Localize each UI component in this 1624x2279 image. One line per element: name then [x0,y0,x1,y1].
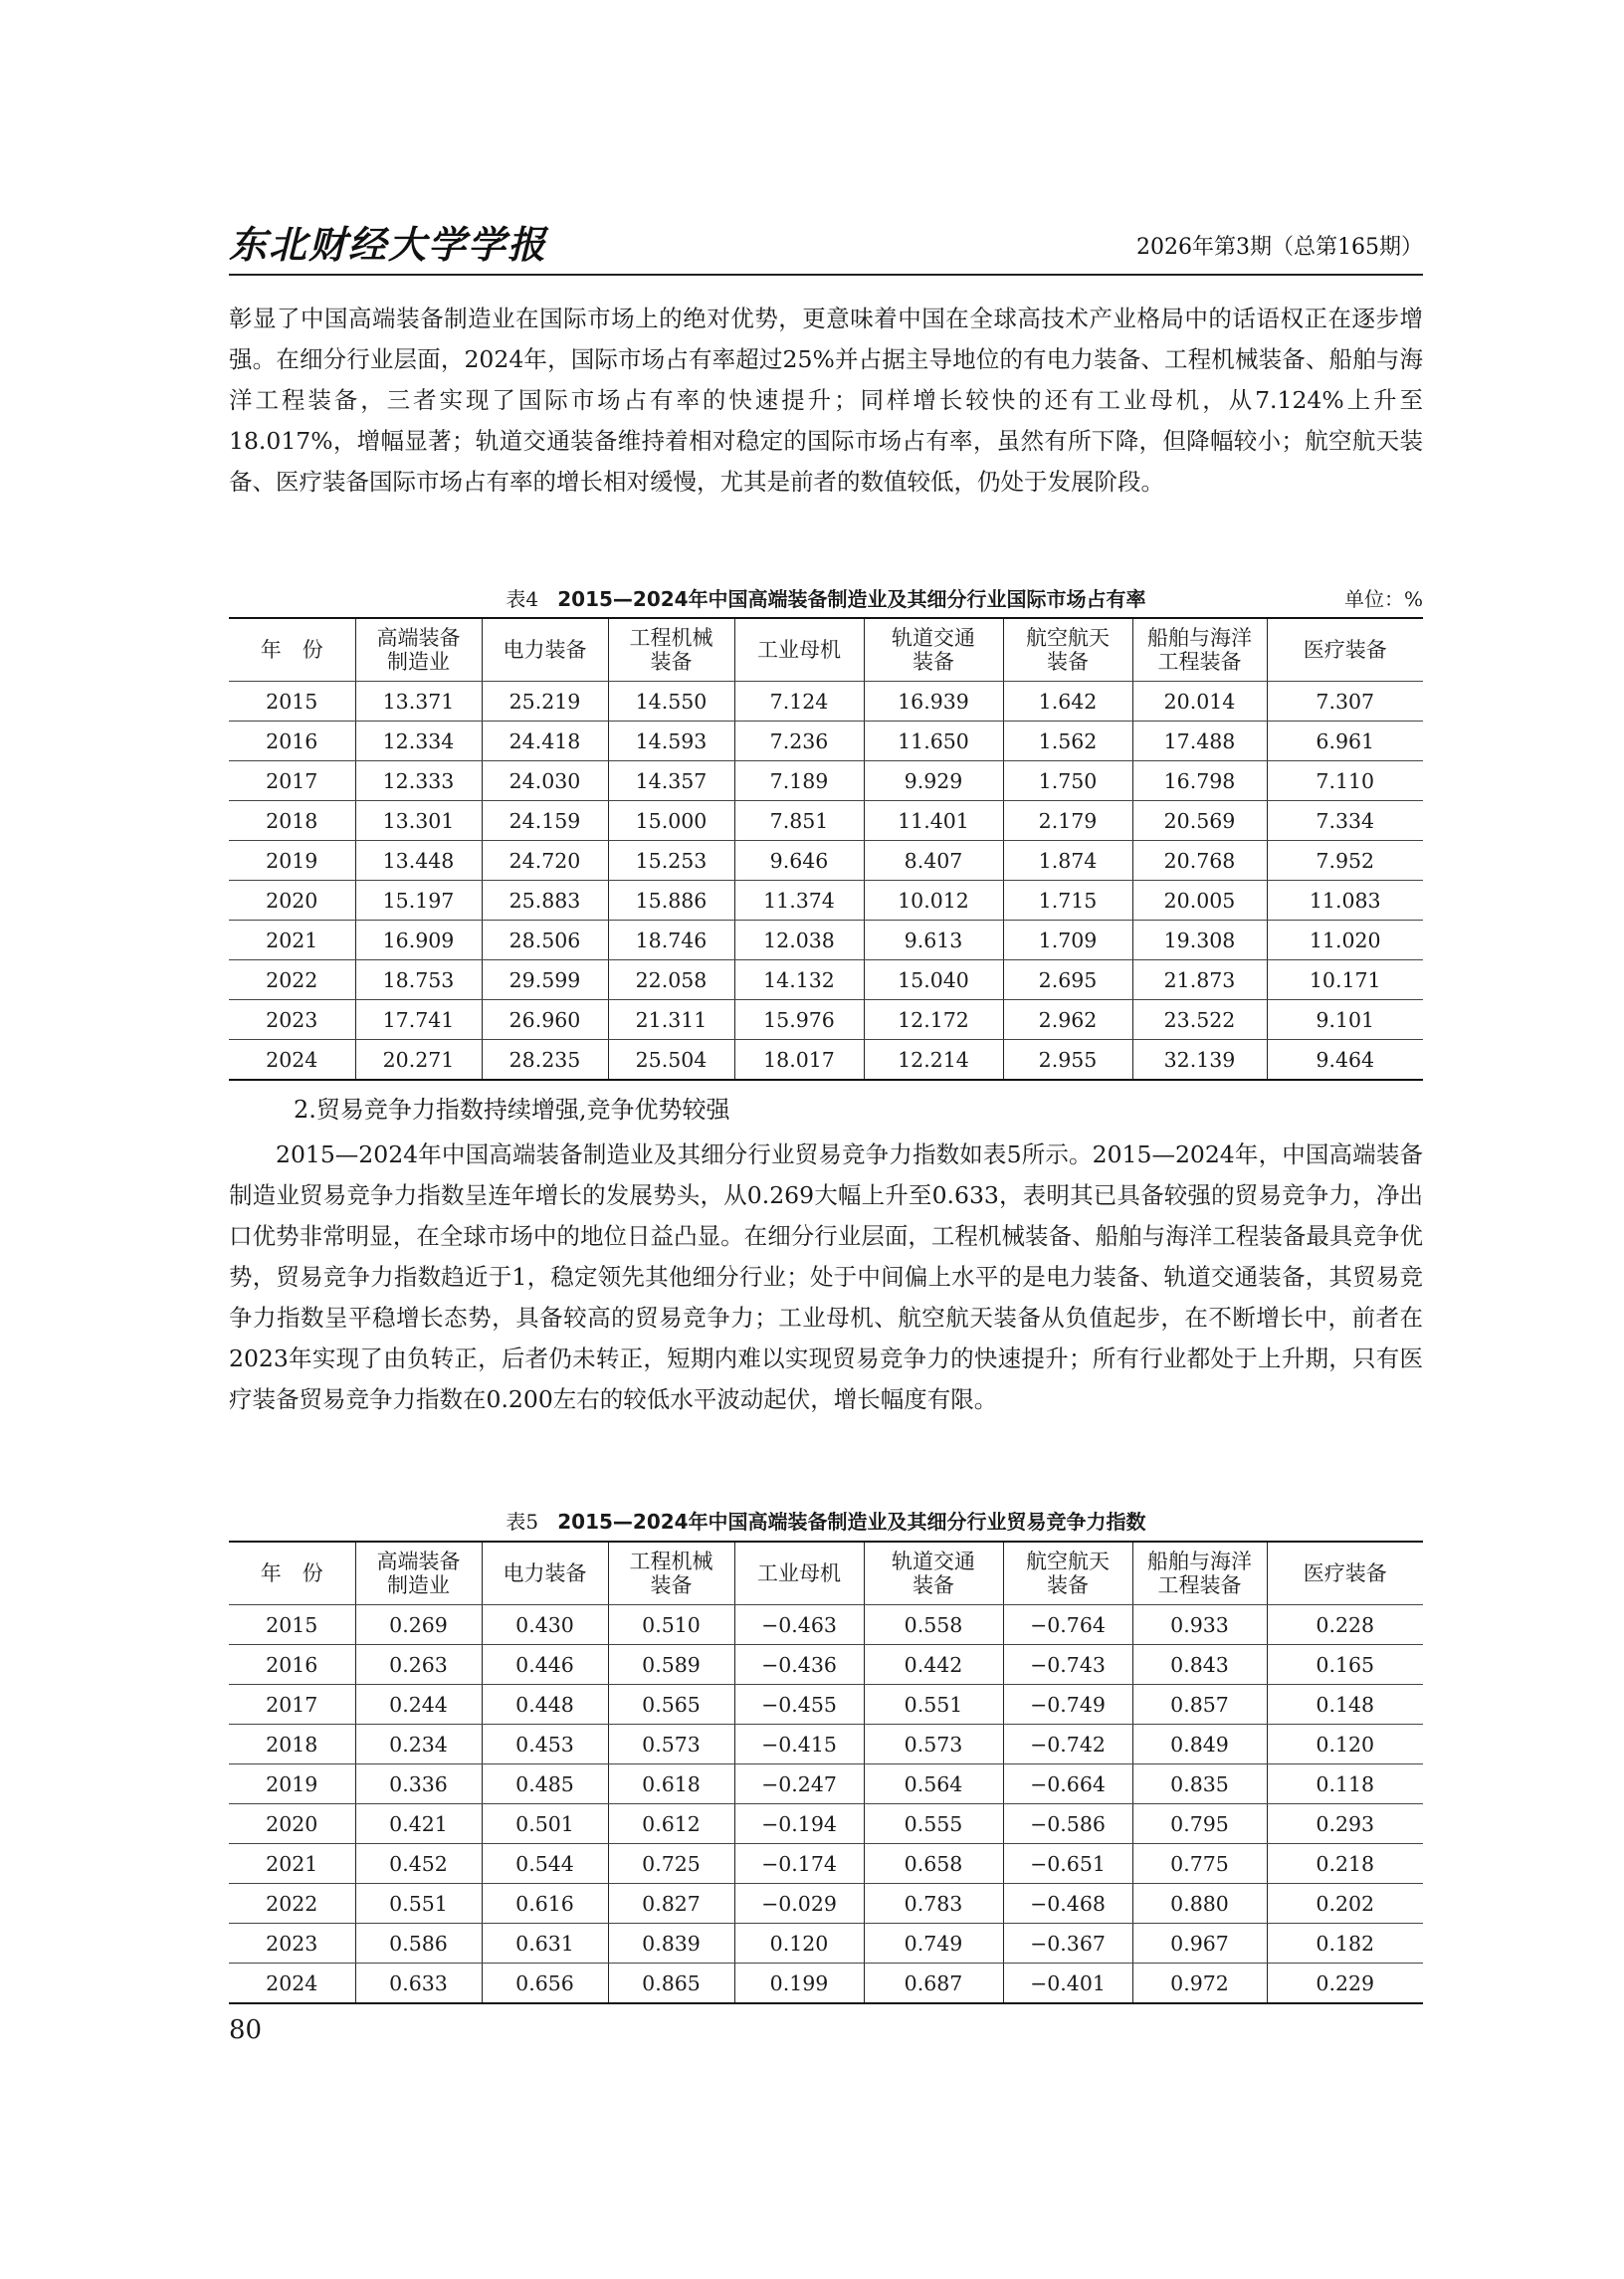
value-cell: −0.586 [1003,1804,1132,1844]
value-cell: 0.120 [1267,1725,1423,1764]
value-cell: 18.017 [734,1040,864,1081]
value-cell: 0.269 [355,1605,482,1645]
year-cell: 2024 [229,1040,355,1081]
value-cell: 10.012 [864,881,1003,921]
value-cell: 2.955 [1003,1040,1132,1081]
value-cell: 11.401 [864,801,1003,841]
value-cell: 0.485 [482,1764,608,1804]
value-cell: 0.263 [355,1645,482,1685]
value-cell: −0.174 [734,1844,864,1884]
year-cell: 2022 [229,960,355,1000]
value-cell: 13.448 [355,841,482,881]
year-cell: 2019 [229,841,355,881]
column-header: 船舶与海洋 工程装备 [1132,1542,1267,1605]
table4-unit: 单位：% [1343,587,1423,611]
value-cell: 0.165 [1267,1645,1423,1685]
year-cell: 2023 [229,1924,355,1964]
value-cell: 1.750 [1003,761,1132,801]
table-row [229,1964,1423,2004]
value-cell: −0.468 [1003,1884,1132,1924]
value-cell: 28.506 [482,921,608,960]
value-cell: 17.488 [1132,722,1267,761]
column-header: 高端装备 制造业 [355,1542,482,1605]
value-cell: 0.202 [1267,1884,1423,1924]
value-cell: 0.148 [1267,1685,1423,1725]
value-cell: 0.228 [1267,1605,1423,1645]
value-cell: 17.741 [355,1000,482,1040]
value-cell: 0.880 [1132,1884,1267,1924]
value-cell: 13.371 [355,682,482,722]
column-header: 轨道交通 装备 [864,618,1003,682]
value-cell: 24.418 [482,722,608,761]
value-cell: 7.952 [1267,841,1423,881]
value-cell: 7.110 [1267,761,1423,801]
column-header: 电力装备 [482,1542,608,1605]
table-row [229,1884,1423,1924]
value-cell: 21.873 [1132,960,1267,1000]
year-cell: 2023 [229,1000,355,1040]
year-cell: 2022 [229,1884,355,1924]
table5-title: 2015—2024年中国高端装备制造业及其细分行业贸易竞争力指数 [557,1510,1146,1534]
year-cell: 2021 [229,921,355,960]
value-cell: 32.139 [1132,1040,1267,1081]
value-cell: −0.247 [734,1764,864,1804]
table-row [229,761,1423,801]
value-cell: 0.933 [1132,1605,1267,1645]
value-cell: 7.189 [734,761,864,801]
value-cell: 1.709 [1003,921,1132,960]
column-header: 工业母机 [734,1542,864,1605]
value-cell: 0.631 [482,1924,608,1964]
value-cell: 0.199 [734,1964,864,2004]
value-cell: 0.218 [1267,1844,1423,1884]
value-cell: 13.301 [355,801,482,841]
value-cell: 0.589 [608,1645,734,1685]
table5-caption [229,1506,1423,1536]
value-cell: 18.746 [608,921,734,960]
value-cell: 22.058 [608,960,734,1000]
column-header: 工业母机 [734,618,864,682]
value-cell: 24.720 [482,841,608,881]
table-row [229,722,1423,761]
column-header: 工程机械 装备 [608,618,734,682]
value-cell: 0.972 [1132,1964,1267,2004]
table-row [229,841,1423,881]
column-header: 航空航天 装备 [1003,1542,1132,1605]
value-cell: −0.401 [1003,1964,1132,2004]
column-header: 医疗装备 [1267,1542,1423,1605]
column-header: 船舶与海洋 工程装备 [1132,618,1267,682]
column-header: 年 份 [229,618,355,682]
column-header: 工程机械 装备 [608,1542,734,1605]
year-cell: 2016 [229,1645,355,1685]
table-row [229,1804,1423,1844]
value-cell: 24.030 [482,761,608,801]
table-row [229,682,1423,722]
value-cell: 14.132 [734,960,864,1000]
value-cell: 0.446 [482,1645,608,1685]
value-cell: 7.307 [1267,682,1423,722]
column-header: 电力装备 [482,618,608,682]
table-row [229,1645,1423,1685]
year-cell: 2015 [229,1605,355,1645]
value-cell: 20.569 [1132,801,1267,841]
value-cell: 12.333 [355,761,482,801]
value-cell: −0.664 [1003,1764,1132,1804]
table-row [229,801,1423,841]
year-cell: 2020 [229,881,355,921]
value-cell: 8.407 [864,841,1003,881]
value-cell: 20.014 [1132,682,1267,722]
value-cell: 11.020 [1267,921,1423,960]
journal-logo: 东北财经大学学报 [229,222,548,267]
value-cell: 0.453 [482,1725,608,1764]
value-cell: 11.650 [864,722,1003,761]
value-cell: −0.749 [1003,1685,1132,1725]
value-cell: 0.244 [355,1685,482,1725]
value-cell: 15.976 [734,1000,864,1040]
value-cell: 0.118 [1267,1764,1423,1804]
value-cell: 0.501 [482,1804,608,1844]
value-cell: 20.768 [1132,841,1267,881]
year-cell: 2018 [229,801,355,841]
value-cell: 21.311 [608,1000,734,1040]
value-cell: 15.040 [864,960,1003,1000]
value-cell: 12.038 [734,921,864,960]
value-cell: 25.504 [608,1040,734,1081]
table4-title: 2015—2024年中国高端装备制造业及其细分行业国际市场占有率 [557,587,1146,611]
value-cell: 0.234 [355,1725,482,1764]
value-cell: 0.857 [1132,1685,1267,1725]
value-cell: 0.229 [1267,1964,1423,2004]
column-header: 航空航天 装备 [1003,618,1132,682]
year-cell: 2018 [229,1725,355,1764]
table-row [229,1605,1423,1645]
value-cell: 14.550 [608,682,734,722]
market-share-table [229,617,1423,1081]
value-cell: −0.455 [734,1685,864,1725]
table4-caption [229,583,1423,613]
value-cell: 0.633 [355,1964,482,2004]
table-row [229,1764,1423,1804]
value-cell: 20.271 [355,1040,482,1081]
value-cell: 12.214 [864,1040,1003,1081]
value-cell: 10.171 [1267,960,1423,1000]
value-cell: 0.827 [608,1884,734,1924]
table-row [229,1685,1423,1725]
value-cell: −0.651 [1003,1844,1132,1884]
table-row [229,960,1423,1000]
value-cell: 0.573 [608,1725,734,1764]
trade-competitiveness-table [229,1541,1423,2004]
value-cell: 0.795 [1132,1804,1267,1844]
value-cell: 15.000 [608,801,734,841]
value-cell: −0.194 [734,1804,864,1844]
value-cell: 26.960 [482,1000,608,1040]
table-row [229,1040,1423,1081]
value-cell: 0.336 [355,1764,482,1804]
value-cell: 9.929 [864,761,1003,801]
year-cell: 2020 [229,1804,355,1844]
issue-info: 2026年第3期（总第165期） [1136,235,1423,260]
value-cell: 7.334 [1267,801,1423,841]
value-cell: 0.564 [864,1764,1003,1804]
value-cell: 0.421 [355,1804,482,1844]
value-cell: 0.544 [482,1844,608,1884]
value-cell: 29.599 [482,960,608,1000]
value-cell: 2.179 [1003,801,1132,841]
value-cell: −0.743 [1003,1645,1132,1685]
value-cell: 24.159 [482,801,608,841]
page-number: 80 [229,2015,263,2045]
table-row [229,881,1423,921]
value-cell: 0.783 [864,1884,1003,1924]
value-cell: 0.658 [864,1844,1003,1884]
value-cell: 0.573 [864,1725,1003,1764]
value-cell: 0.430 [482,1605,608,1645]
value-cell: −0.764 [1003,1605,1132,1645]
body-paragraph-1: 彰显了中国高端装备制造业在国际市场上的绝对优势，更意味着中国在全球高技术产业格局中的话语权正在逐步增强。在细分行业层面，2024年，国际市场占有率超过25%并占据主导地位的有电力装备、工程机械装备、船舶与海洋工程装备，三者实现了国际市场占有率的快速提升；同样增长较快的还有工业母机，从7.124%上升至18.017%，增幅显著；轨道交通装备维持着相对稳定的国际市场占有率，虽然有所下降，但降幅较小；航空航天装备、医疗装备国际市场占有率的增长相对缓慢，尤其是前者的数值较低，仍处于发展阶段。 [229,305,1423,496]
value-cell: 9.101 [1267,1000,1423,1040]
year-cell: 2019 [229,1764,355,1804]
value-cell: 0.775 [1132,1844,1267,1884]
value-cell: 0.510 [608,1605,734,1645]
table-row [229,921,1423,960]
column-header: 医疗装备 [1267,618,1423,682]
value-cell: 12.334 [355,722,482,761]
value-cell: −0.415 [734,1725,864,1764]
value-cell: 14.593 [608,722,734,761]
value-cell: 0.565 [608,1685,734,1725]
year-cell: 2015 [229,682,355,722]
value-cell: 0.182 [1267,1924,1423,1964]
section-subheading: 2.贸易竞争力指数持续增强,竞争优势较强 [294,1096,730,1124]
value-cell: 18.753 [355,960,482,1000]
table-row [229,1924,1423,1964]
value-cell: 7.851 [734,801,864,841]
value-cell: 16.798 [1132,761,1267,801]
value-cell: 0.618 [608,1764,734,1804]
value-cell: 0.551 [864,1685,1003,1725]
value-cell: 7.124 [734,682,864,722]
value-cell: 0.865 [608,1964,734,2004]
value-cell: 0.843 [1132,1645,1267,1685]
running-header [229,214,1423,276]
value-cell: 0.551 [355,1884,482,1924]
value-cell: 0.725 [608,1844,734,1884]
value-cell: 0.616 [482,1884,608,1924]
column-header: 轨道交通 装备 [864,1542,1003,1605]
value-cell: 0.558 [864,1605,1003,1645]
value-cell: 23.522 [1132,1000,1267,1040]
value-cell: 0.835 [1132,1764,1267,1804]
value-cell: 2.962 [1003,1000,1132,1040]
value-cell: 0.555 [864,1804,1003,1844]
table-header-row [229,618,1423,682]
value-cell: −0.742 [1003,1725,1132,1764]
body-paragraph-2: 2015—2024年中国高端装备制造业及其细分行业贸易竞争力指数如表5所示。2015—2024年，中国高端装备制造业贸易竞争力指数呈连年增长的发展势头，从0.269大幅上升至0.633，表明其已具备较强的贸易竞争力，净出口优势非常明显，在全球市场中的地位日益凸显。在细分行业层面，工程机械装备、船舶与海洋工程装备最具竞争优势，贸易竞争力指数趋近于1，稳定领先其他细分行业；处于中间偏上水平的是电力装备、轨道交通装备，其贸易竞争力指数呈平稳增长态势，具备较高的贸易竞争力；工业母机、航空航天装备从负值起步，在不断增长中，前者在2023年实现了由负转正，后者仍未转正，短期内难以实现贸易竞争力的快速提升；所有行业都处于上升期，只有医疗装备贸易竞争力指数在0.200左右的较低水平波动起伏，增长幅度有限。 [229,1140,1423,1413]
value-cell: 0.749 [864,1924,1003,1964]
value-cell: 28.235 [482,1040,608,1081]
value-cell: 15.197 [355,881,482,921]
value-cell: 1.642 [1003,682,1132,722]
year-cell: 2016 [229,722,355,761]
value-cell: 2.695 [1003,960,1132,1000]
value-cell: 0.293 [1267,1804,1423,1844]
value-cell: 20.005 [1132,881,1267,921]
column-header: 高端装备 制造业 [355,618,482,682]
value-cell: 0.849 [1132,1725,1267,1764]
year-cell: 2024 [229,1964,355,2004]
value-cell: 16.939 [864,682,1003,722]
value-cell: 0.120 [734,1924,864,1964]
value-cell: 0.442 [864,1645,1003,1685]
value-cell: 14.357 [608,761,734,801]
value-cell: 0.452 [355,1844,482,1884]
value-cell: 1.562 [1003,722,1132,761]
value-cell: 15.253 [608,841,734,881]
value-cell: 16.909 [355,921,482,960]
value-cell: 9.464 [1267,1040,1423,1081]
table4-number: 表4 [506,587,539,611]
year-cell: 2017 [229,1685,355,1725]
value-cell: 0.967 [1132,1924,1267,1964]
value-cell: 0.586 [355,1924,482,1964]
value-cell: −0.367 [1003,1924,1132,1964]
value-cell: 25.219 [482,682,608,722]
value-cell: 0.448 [482,1685,608,1725]
value-cell: 25.883 [482,881,608,921]
column-header: 年 份 [229,1542,355,1605]
value-cell: 9.646 [734,841,864,881]
table-header-row [229,1542,1423,1605]
table-row [229,1000,1423,1040]
table-row [229,1725,1423,1764]
value-cell: 0.839 [608,1924,734,1964]
table5-number: 表5 [506,1510,539,1534]
value-cell: 11.083 [1267,881,1423,921]
value-cell: 12.172 [864,1000,1003,1040]
year-cell: 2021 [229,1844,355,1884]
value-cell: 1.874 [1003,841,1132,881]
value-cell: 0.656 [482,1964,608,2004]
value-cell: 6.961 [1267,722,1423,761]
value-cell: 9.613 [864,921,1003,960]
value-cell: 1.715 [1003,881,1132,921]
year-cell: 2017 [229,761,355,801]
value-cell: 11.374 [734,881,864,921]
value-cell: −0.029 [734,1884,864,1924]
value-cell: 15.886 [608,881,734,921]
value-cell: 0.687 [864,1964,1003,2004]
value-cell: −0.436 [734,1645,864,1685]
value-cell: −0.463 [734,1605,864,1645]
table-row [229,1844,1423,1884]
value-cell: 19.308 [1132,921,1267,960]
value-cell: 7.236 [734,722,864,761]
value-cell: 0.612 [608,1804,734,1844]
